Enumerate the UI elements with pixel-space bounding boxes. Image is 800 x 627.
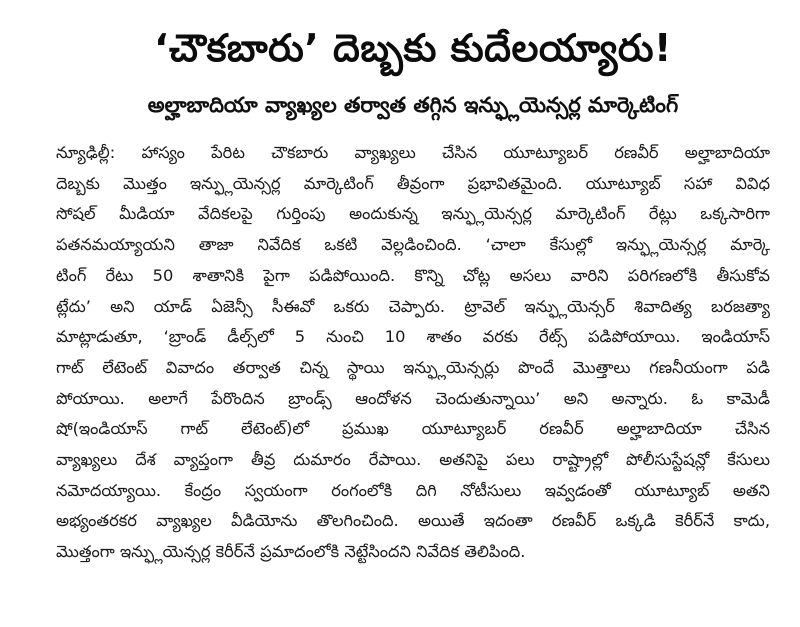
body-line: టింగ్ రేటు 50 శాతానికి పైగా పడిపోయింది. కొన్ని చోట్ల అసలు వారిని పరిగణలోకి తీసుకోవ xyxy=(56,265,770,285)
headline: ‘చౌకబారు’ దెబ్బకు కుదేలయ్యారు! xyxy=(154,26,672,70)
body-line: పోయాయి. అలాగే పేరొందిన బ్రాండ్స్ ఆందోళన చెందుతున్నాయి’ అని అన్నారు. ఓ కామెడీ xyxy=(56,388,770,408)
body-line: ట్లేదు’ అని యాడ్ ఏజెన్సీ సీఈవో ఒకరు చెప్పారు. ట్రావెల్ ఇన్ఫ్లుయెన్సర్ శివాదిత్య బరజత్యా xyxy=(56,296,770,316)
body-line: న్యూఢిల్లీ: హాస్యం పేరిట చౌకబారు వ్యాఖ్యలు చేసిన యూట్యూబర్ రణవీర్ అల్హాబాదియా xyxy=(56,143,770,162)
body-line: నమోదయ్యాయి. కేంద్రం స్వయంగా రంగంలోకి దిగి నోటీసులు ఇవ్వడంతో యూట్యూబ్ అతని xyxy=(56,480,770,500)
body-line: సోషల్ మీడియా వేదికలపై గుర్తింపు అందుకున్న ఇన్ఫ్లుయెన్సర్ల మార్కెటింగ్ రేట్లు ఒక్కసారిగా xyxy=(56,204,770,224)
body-line: షో(ఇండియాస్ గాట్ లేటెంట్)లో ప్రముఖ యూట్యూబర్ రణవీర్ అల్హాబాదియా చేసిన xyxy=(56,419,770,439)
article-body xyxy=(56,138,770,568)
subheadline: అల్హాబాదియా వ్యాఖ్యల తర్వాత తగ్గిన ఇన్ఫ్లుయెన్సర్ల మార్కెటింగ్ xyxy=(147,93,679,117)
body-line: అభ్యంతరకర వ్యాఖ్యల వీడియోను తొలగించింది. అయితే ఇదంతా రణవీర్ ఒక్కడి కెరీర్‌నే కాదు, xyxy=(56,511,770,531)
body-line: మొత్తంగా ఇన్ఫ్లుయెన్సర్ల కెరీర్‌నే ప్రమాదంలోకి నెట్టేసిందని నివేదిక తెలిపింది. xyxy=(56,542,526,562)
body-line: మాట్లాడుతూ, ‘బ్రాండ్ డీల్స్‌లో 5 నుంచి 10 శాతం వరకు రేట్స్ పడిపోయాయి. ఇండియాస్ xyxy=(56,327,770,347)
body-line: దెబ్బకు మొత్తం ఇన్ఫ్లుయెన్సర్ల మార్కెటింగ్ తీవ్రంగా ప్రభావితమైంది. యూట్యూబ్ సహా వివిధ xyxy=(56,173,770,193)
body-line: వ్యాఖ్యలు దేశ వ్యాప్తంగా తీవ్ర దుమారం రేపాయి. అతనిపై పలు రాష్ట్రాల్లో పోలీసుస్టేషన్లో కేసులు xyxy=(56,450,770,470)
body-line: గాట్ లేటెంట్ వివాదం తర్వాత చిన్న స్థాయి ఇన్ఫ్లుయెన్సర్లు పొందే మొత్తాలు గణనీయంగా పడి xyxy=(56,357,770,377)
body-line: పతనమయ్యాయని తాజా నివేదిక ఒకటి వెల్లడించింది. ‘చాలా కేసుల్లో ఇన్ఫ్లుయెన్సర్ల మార్కె xyxy=(56,235,770,255)
